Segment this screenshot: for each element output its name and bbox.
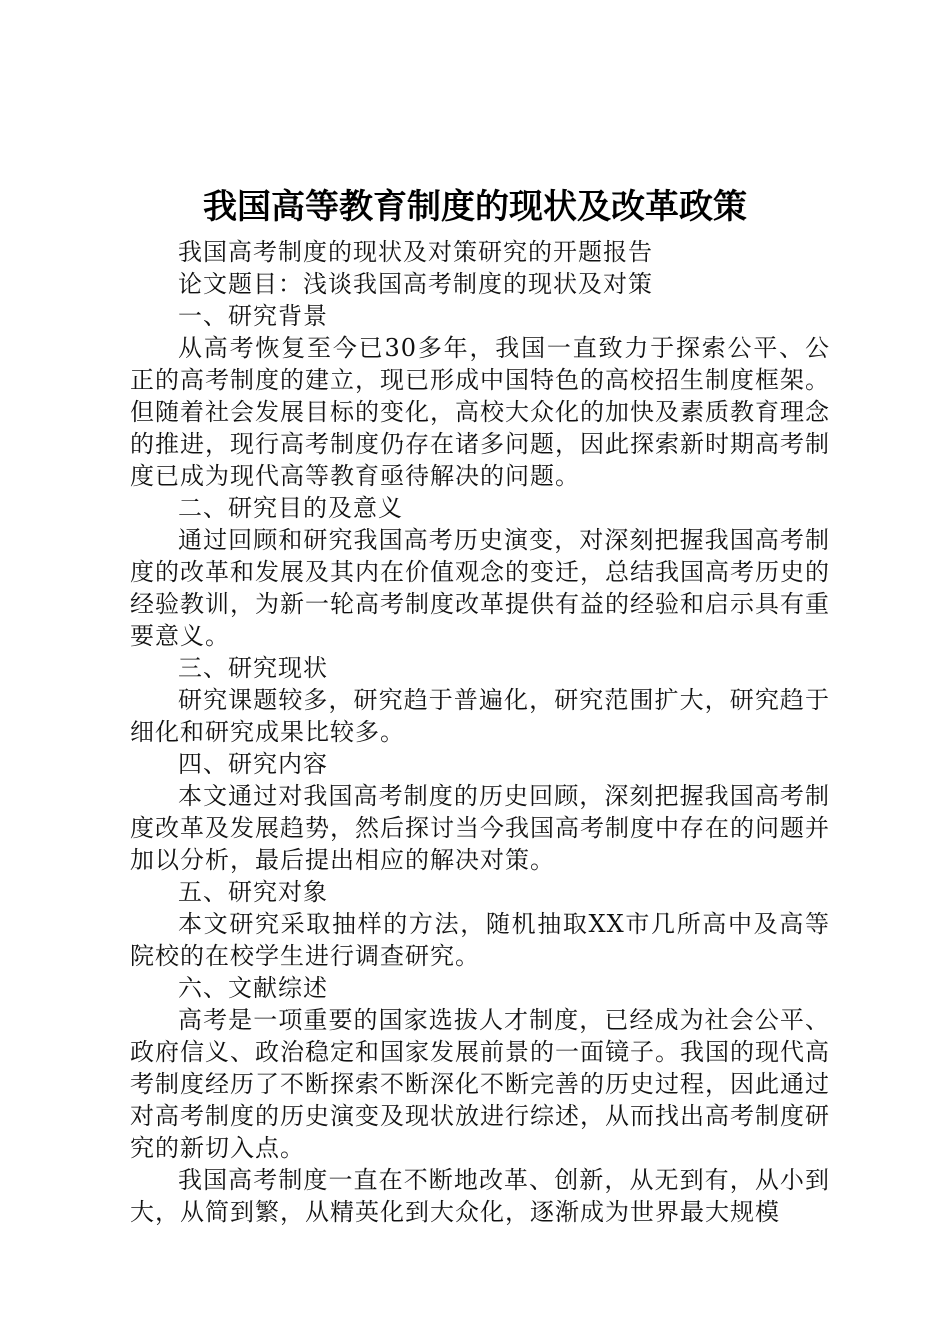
section-heading-literature: 六、文献综述 bbox=[178, 974, 328, 1002]
subtitle-report: 我国高考制度的现状及对策研究的开题报告 bbox=[178, 238, 653, 266]
paragraph-purpose: 通过回顾和研究我国高考历史演变，对深刻把握我国高考制度的改革和发展及其内在价值观念的变迁，总结我国高考历史的经验教训，为新一轮高考制度改革提供有益的经验和启示具有重要意义。 bbox=[130, 526, 830, 650]
section-heading-content: 四、研究内容 bbox=[178, 750, 328, 778]
paragraph-content: 本文通过对我国高考制度的历史回顾，深刻把握我国高考制度改革及发展趋势，然后探讨当今我国高考制度中存在的问题并加以分析，最后提出相应的解决对策。 bbox=[130, 782, 830, 874]
paragraph-background: 从高考恢复至今已30多年，我国一直致力于探索公平、公正的高考制度的建立，现已形成中国特色的高校招生制度框架。但随着社会发展目标的变化，高校大众化的加快及素质教育理念的推进，现行高考制度仍存在诸多问题，因此探索新时期高考制度已成为现代高等教育亟待解决的问题。 bbox=[130, 334, 830, 490]
section-heading-status: 三、研究现状 bbox=[178, 654, 328, 682]
paragraph-status: 研究课题较多，研究趋于普遍化，研究范围扩大，研究趋于细化和研究成果比较多。 bbox=[130, 686, 830, 746]
section-heading-purpose: 二、研究目的及意义 bbox=[178, 494, 403, 522]
paragraph-subject: 本文研究采取抽样的方法，随机抽取XX市几所高中及高等院校的在校学生进行调查研究。 bbox=[130, 910, 830, 970]
section-heading-background: 一、研究背景 bbox=[178, 302, 328, 330]
paragraph-literature-2: 我国高考制度一直在不断地改革、创新，从无到有，从小到大，从简到繁，从精英化到大众化，逐渐成为世界最大规模 bbox=[130, 1166, 830, 1226]
document-body bbox=[130, 236, 830, 1228]
section-heading-subject: 五、研究对象 bbox=[178, 878, 328, 906]
thesis-topic: 论文题目：浅谈我国高考制度的现状及对策 bbox=[178, 270, 653, 298]
document-title: 我国高等教育制度的现状及改革政策 bbox=[203, 187, 747, 227]
paragraph-literature-1: 高考是一项重要的国家选拔人才制度，已经成为社会公平、政府信义、政治稳定和国家发展前景的一面镜子。我国的现代高考制度经历了不断探索不断深化不断完善的历史过程，因此通过对高考制度的历史演变及现状放进行综述，从而找出高考制度研究的新切入点。 bbox=[130, 1006, 830, 1162]
